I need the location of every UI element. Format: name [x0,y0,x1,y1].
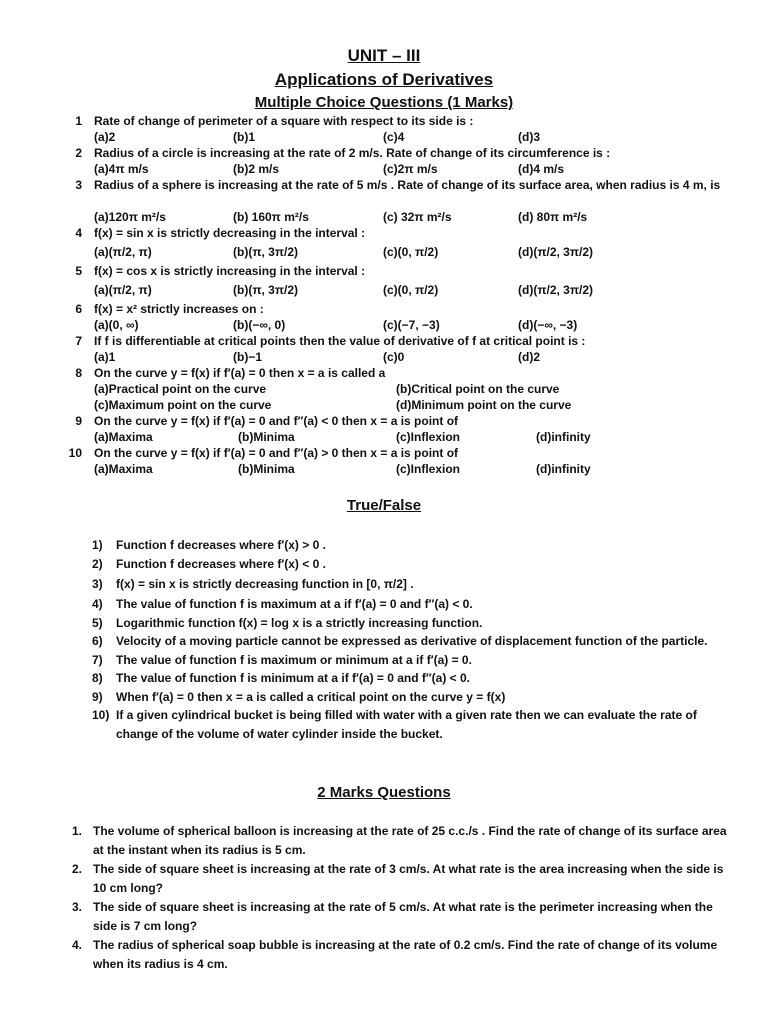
question-text: On the curve y = f(x) if f′(a) = 0 and f″(a) > 0 then x = a is point of [94,446,459,460]
unit-title: UNIT – III [347,46,421,65]
mcq-question-row [0,225,768,241]
item-number: 6) [92,634,103,648]
item-number: 2) [92,556,103,571]
question-number: 4 [75,226,82,240]
option: (c)Inflexion [396,462,461,476]
question-text: On the curve y = f(x) if f′(a) = 0 then x = a is called a [94,366,386,380]
true-false-item [92,536,732,555]
options-row [0,209,768,225]
option: (b)Minima [238,430,295,444]
option: (d)infinity [536,430,591,444]
option: (c)Maximum point on the curve [94,398,272,412]
item-text: If a given cylindrical bucket is being filled with water with a given rate then we can evaluate the rate of change of the volume of water cylinder inside the bucket. [116,708,697,741]
option: (d) 80π m²/s [518,210,588,224]
true-false-item [92,669,732,688]
option: (b)(π, 3π/2) [233,283,299,297]
option: (c)2π m/s [383,162,438,176]
question-number: 7 [75,334,82,348]
mcq-question-row [0,113,768,129]
chapter-title: Applications of Derivatives [274,70,494,89]
option: (d)3 [518,130,540,144]
item-number: 3) [92,577,103,591]
item-text: Velocity of a moving particle cannot be expressed as derivative of displacement function of the particle. [116,634,708,648]
option: (a)(0, ∞) [94,318,139,332]
option: (d)(−∞, −3) [518,318,578,332]
true-false-item [92,595,732,614]
option: (c)Inflexion [396,430,461,444]
item-text: The value of function f is minimum at a if f′(a) = 0 and f″(a) < 0. [116,671,471,685]
option: (d)Minimum point on the curve [396,398,572,412]
option: (a)(π/2, π) [94,283,152,297]
option: (a)Maxima [94,462,153,476]
option: (d)2 [518,350,540,364]
options-row [0,381,768,413]
option: (b)2 m/s [233,162,280,176]
option: (a)Practical point on the curve [94,382,267,396]
options-row [0,349,768,365]
item-number: 1. [72,824,83,838]
option: (a)2 [94,130,116,144]
two-marks-question [72,860,732,898]
true-false-item [92,614,732,633]
true-false-item [92,706,732,743]
mcq-section-title: Multiple Choice Questions (1 Marks) [254,94,514,111]
option: (b)1 [233,130,255,144]
item-number: 4. [72,938,83,952]
options-row [0,129,768,145]
question-number: 3 [75,178,82,192]
item-text: Logarithmic function f(x) = log x is a strictly increasing function. [116,615,483,630]
option: (c)(0, π/2) [383,283,439,297]
question-text: If f is differentiable at critical points then the value of derivative of f at critical point is : [94,334,586,348]
mcq-question-row [0,333,768,349]
question-number: 5 [75,264,82,278]
question-number: 9 [75,414,82,428]
question-number: 1 [75,114,82,128]
option: (c)(−7, −3) [383,318,440,332]
option: (b)−1 [233,350,263,364]
options-row [0,461,768,477]
mcq-question-row [0,177,768,209]
mcq-question-row [0,263,768,279]
question-text: Rate of change of perimeter of a square with respect to its side is : [94,114,474,128]
two-marks-title: 2 Marks Questions [317,784,451,801]
item-text: The radius of spherical soap bubble is increasing at the rate of 0.2 cm/s. Find the rate of change of its volume when its radius is 4 cm. [93,938,718,971]
option: (b)(−∞, 0) [233,318,286,332]
option: (a)Maxima [94,430,153,444]
true-false-item [92,632,732,651]
option: (b)Minima [238,462,295,476]
two-marks-question [72,822,732,860]
item-text: The value of function f is maximum at a if f′(a) = 0 and f″(a) < 0. [116,597,473,611]
option: (b)(π, 3π/2) [233,245,299,259]
two-marks-question [72,898,732,936]
item-text: The value of function f is maximum or minimum at a if f′(a) = 0. [116,652,472,667]
question-number: 8 [75,366,82,380]
option: (c)0 [383,350,405,364]
options-row [0,279,768,301]
item-text: The side of square sheet is increasing at the rate of 3 cm/s. At what rate is the area increasing when the side is 10 cm long? [93,862,724,895]
option: (b)Critical point on the curve [396,382,560,396]
question-number: 10 [68,446,82,460]
item-text: When f′(a) = 0 then x = a is called a critical point on the curve y = f(x) [116,689,506,704]
true-false-item [92,555,732,574]
item-text: The volume of spherical balloon is increasing at the rate of 25 c.c./s . Find the rate of change of its surface area at the instant when its radius is 5 cm. [93,824,727,857]
true-false-item [92,573,732,595]
options-row [0,241,768,263]
item-number: 10) [92,708,110,722]
option: (d)(π/2, 3π/2) [518,283,594,297]
item-number: 4) [92,597,103,611]
item-text: Function f decreases where f′(x) > 0 . [116,538,326,552]
question-number: 6 [75,302,82,316]
option: (a)(π/2, π) [94,245,152,259]
item-number: 1) [92,538,103,552]
question-text: f(x) = sin x is strictly decreasing in the interval : [94,226,366,240]
question-text: Radius of a circle is increasing at the rate of 2 m/s. Rate of change of its circumference is : [94,146,611,160]
question-text: f(x) = cos x is strictly increasing in the interval : [94,264,366,278]
options-row [0,161,768,177]
item-number: 2. [72,862,83,876]
two-marks-list [72,822,732,974]
two-marks-question [72,936,732,974]
option: (c)(0, π/2) [383,245,439,259]
true-false-item [92,688,732,707]
mcq-question-row [0,413,768,429]
options-row [0,317,768,333]
option: (c) 32π m²/s [383,210,452,224]
item-text: Function f decreases where f′(x) < 0 . [116,556,326,571]
item-text: The side of square sheet is increasing at the rate of 5 cm/s. At what rate is the perimeter increasing when the side is 7 cm long? [93,900,713,933]
question-text: On the curve y = f(x) if f′(a) = 0 and f″(a) < 0 then x = a is point of [94,414,459,428]
item-number: 9) [92,689,103,704]
mcq-list [0,113,768,477]
option: (a)1 [94,350,116,364]
mcq-question-row [0,445,768,461]
question-text: f(x) = x² strictly increases on : [94,302,264,316]
item-number: 7) [92,652,103,667]
true-false-title: True/False [346,497,422,514]
mcq-question-row [0,301,768,317]
item-number: 3. [72,900,83,914]
mcq-question-row [0,145,768,161]
option: (a)4π m/s [94,162,149,176]
question-text: Radius of a sphere is increasing at the rate of 5 m/s . Rate of change of its surface area, when radius is 4 m, is [94,178,721,192]
true-false-list [92,536,732,743]
item-number: 8) [92,671,103,685]
option: (d)4 m/s [518,162,565,176]
item-number: 5) [92,615,103,630]
option: (d)infinity [536,462,591,476]
true-false-item [92,651,732,670]
options-row [0,429,768,445]
option: (b) 160π m²/s [233,210,309,224]
option: (d)(π/2, 3π/2) [518,245,594,259]
item-text: f(x) = sin x is strictly decreasing function in [0, π/2] . [116,577,414,591]
question-number: 2 [75,146,82,160]
option: (c)4 [383,130,405,144]
option: (a)120π m²/s [94,210,166,224]
mcq-question-row [0,365,768,381]
